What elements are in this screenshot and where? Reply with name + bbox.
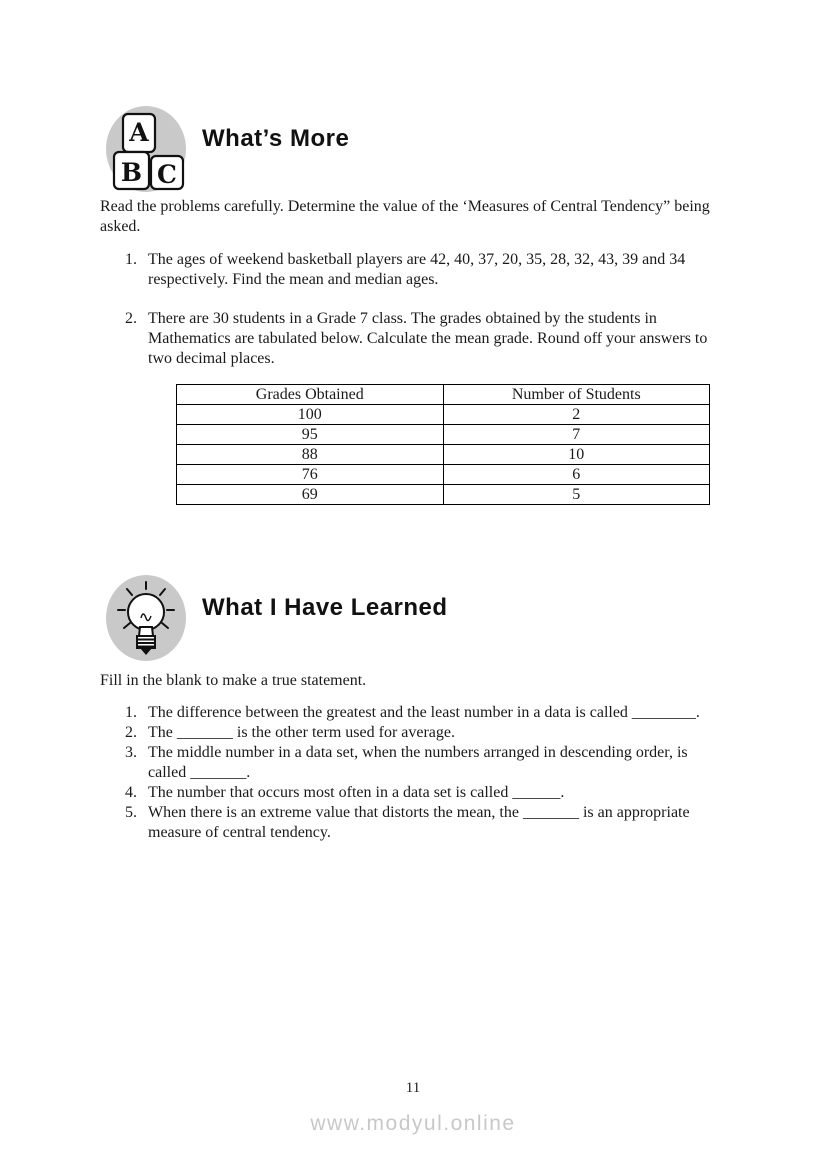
item-number: 1. [125, 704, 137, 721]
whats-more-header [100, 105, 727, 193]
watermark: www.modyul.online [310, 1112, 516, 1135]
item-text: When there is an extreme value that distorts the mean, the _______ is an appropriate measure of central tendency. [148, 804, 690, 841]
svg-text:C: C [157, 160, 177, 189]
blank-item-3 [125, 743, 727, 783]
whats-more-intro: Read the problems carefully. Determine the value of the ‘Measures of Central Tendency” being asked. [100, 198, 710, 235]
problem-text: The ages of weekend basketball players are 42, 40, 37, 20, 35, 28, 32, 43, 39 and 34 respectively. Find the mean and median ages. [148, 251, 686, 288]
problem-item-2 [125, 309, 727, 369]
grades-table [176, 384, 710, 505]
table-row [177, 445, 710, 465]
problem-item-1 [125, 250, 727, 290]
students-cell: 6 [443, 465, 710, 485]
item-text: The _______ is the other term used for average. [148, 724, 456, 741]
fill-in-blank-list [100, 703, 727, 843]
table-header-students: Number of Students [443, 385, 710, 405]
students-cell: 2 [443, 405, 710, 425]
lightbulb-icon [105, 574, 187, 662]
item-text: The number that occurs most often in a data set is called ______. [148, 784, 565, 801]
svg-text:A: A [129, 118, 149, 147]
table-row [177, 465, 710, 485]
students-cell: 10 [443, 445, 710, 465]
blank-item-5 [125, 803, 727, 843]
grade-cell: 100 [177, 405, 444, 425]
svg-text:B: B [120, 158, 143, 187]
grade-cell: 88 [177, 445, 444, 465]
page-number: 11 [405, 1080, 421, 1096]
table-row [177, 425, 710, 445]
grade-cell: 76 [177, 465, 444, 485]
students-cell: 5 [443, 485, 710, 505]
grade-cell: 95 [177, 425, 444, 445]
what-i-have-learned-title: What I Have Learned [202, 594, 448, 621]
blank-item-4 [125, 783, 727, 803]
table-row [177, 485, 710, 505]
item-text: The difference between the greatest and the least number in a data is called ________. [148, 704, 700, 721]
grade-cell: 69 [177, 485, 444, 505]
blank-item-1 [125, 703, 727, 723]
item-text: The middle number in a data set, when the numbers arranged in descending order, is called _______. [148, 744, 688, 781]
item-number: 3. [125, 744, 137, 761]
table-header-row [177, 385, 710, 405]
item-number: 2. [125, 724, 137, 741]
what-i-have-learned-header [100, 574, 727, 662]
abc-blocks-icon [105, 105, 187, 193]
problem-number: 1. [125, 251, 137, 268]
blank-item-2 [125, 723, 727, 743]
whats-more-title: What’s More [202, 125, 350, 152]
table-row [177, 405, 710, 425]
item-number: 5. [125, 804, 137, 821]
page-content [100, 105, 727, 843]
fill-in-blank-instruction: Fill in the blank to make a true statement. [100, 672, 367, 689]
students-cell: 7 [443, 425, 710, 445]
item-number: 4. [125, 784, 137, 801]
problems-list [100, 250, 727, 369]
problem-text: There are 30 students in a Grade 7 class. The grades obtained by the students in Mathematics are tabulated below. Calculate the mean grade. Round off your answers to two decimal places. [148, 310, 708, 367]
table-header-grades: Grades Obtained [177, 385, 444, 405]
problem-number: 2. [125, 310, 137, 327]
